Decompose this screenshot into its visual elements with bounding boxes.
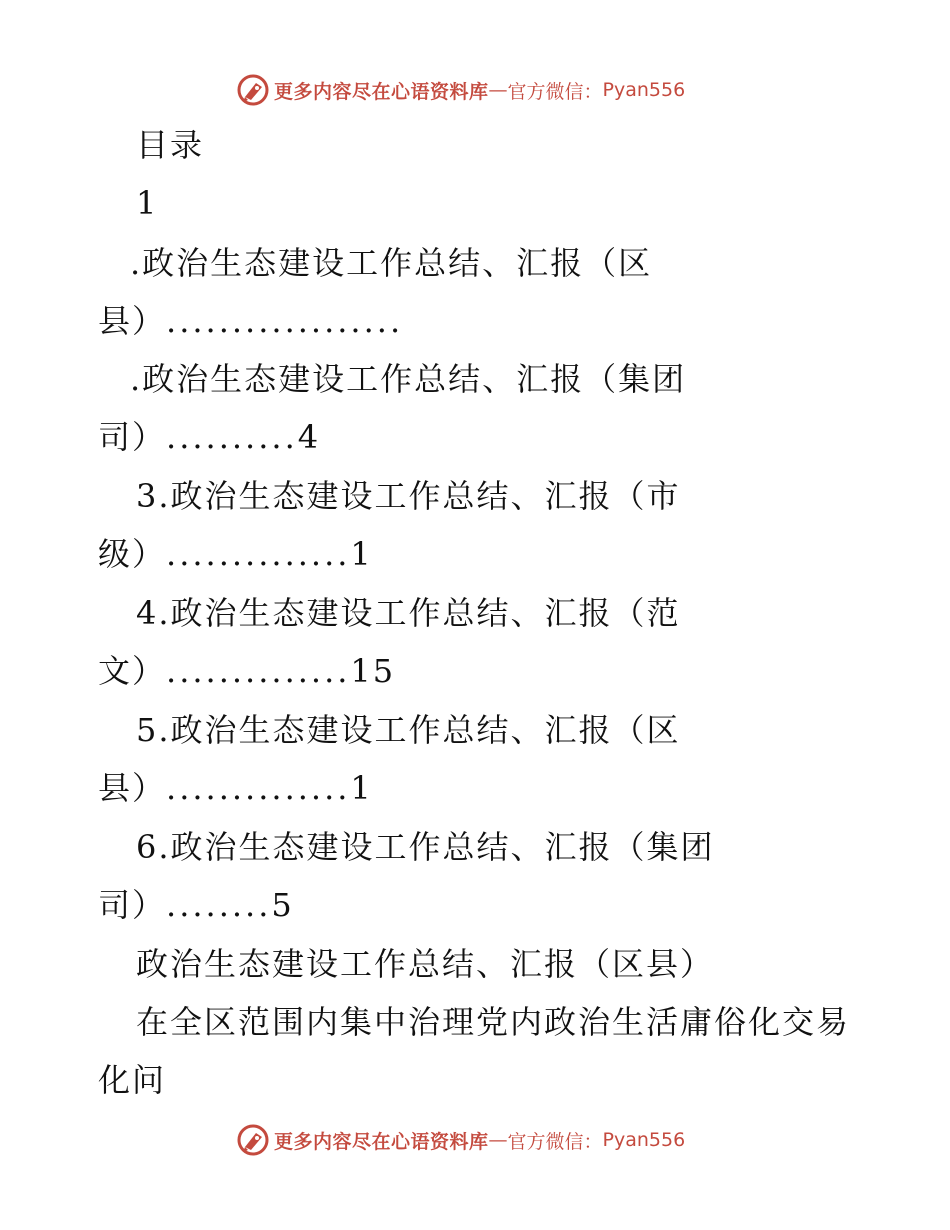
toc-entry-3-dots: .............. [166, 535, 351, 573]
toc-number: 1 [136, 184, 159, 222]
footer-watermark [236, 1123, 685, 1157]
toc-entry-4-page: 15 [350, 652, 396, 690]
toc-heading: 目录 [136, 126, 205, 164]
toc-entry-2-leader [98, 417, 320, 457]
toc-entry-5-dots: .............. [166, 769, 351, 807]
watermark-main-text: 更多内容尽在心语资料库 [274, 80, 489, 103]
pen-logo-icon [236, 1123, 270, 1157]
watermark-label: 官方微信： [507, 80, 603, 103]
toc-entry-1-leader [98, 301, 403, 341]
watermark-separator: — [488, 79, 508, 101]
toc-entry-6-dots: ........ [166, 886, 272, 924]
toc-entry-6-tail: 司） [98, 886, 167, 924]
toc-entry-1-dots: .................. [166, 302, 404, 340]
toc-entry-2-page: 4 [297, 418, 321, 456]
header-watermark [236, 73, 685, 107]
toc-entry-3-title: 3.政治生态建设工作总结、汇报（市 [136, 477, 681, 515]
watermark-label: 官方微信： [507, 1130, 603, 1153]
toc-entry-3-tail: 级） [98, 535, 167, 573]
toc-entry-5-tail: 县） [98, 769, 167, 807]
toc-entry-5-page: 1 [350, 769, 373, 807]
watermark-main-text: 更多内容尽在心语资料库 [274, 1130, 489, 1153]
toc-entry-6-title: 6.政治生态建设工作总结、汇报（集团 [136, 828, 715, 866]
toc-entry-3-page: 1 [350, 535, 373, 573]
toc-entry-5-title: 5.政治生态建设工作总结、汇报（区 [136, 711, 681, 749]
toc-entry-1-tail: 县） [98, 302, 167, 340]
toc-entry-2-title: .政治生态建设工作总结、汇报（集团 [130, 360, 687, 398]
pen-logo-icon [236, 73, 270, 107]
toc-entry-3-leader [98, 534, 373, 574]
watermark-id: Pyan556 [602, 1129, 686, 1151]
watermark-id: Pyan556 [602, 79, 686, 101]
watermark-separator: — [488, 1129, 508, 1151]
toc-entry-4-leader [98, 651, 395, 691]
toc-entry-2-dots: .......... [166, 418, 298, 456]
toc-entry-6-leader [98, 885, 294, 925]
toc-entry-1-title: .政治生态建设工作总结、汇报（区 [130, 244, 653, 282]
toc-entry-4-title: 4.政治生态建设工作总结、汇报（范 [136, 594, 681, 632]
paragraph-line-1: 在全区范围内集中治理党内政治生活庸俗化交易 [136, 1003, 851, 1041]
toc-entry-6-page: 5 [271, 886, 294, 924]
section-title: 政治生态建设工作总结、汇报（区县） [136, 945, 715, 983]
toc-entry-5-leader [98, 768, 373, 808]
paragraph-line-2: 化问 [98, 1061, 167, 1099]
toc-entry-4-dots: .............. [166, 652, 351, 690]
toc-entry-2-tail: 司） [98, 418, 167, 456]
toc-entry-4-tail: 文） [98, 652, 167, 690]
